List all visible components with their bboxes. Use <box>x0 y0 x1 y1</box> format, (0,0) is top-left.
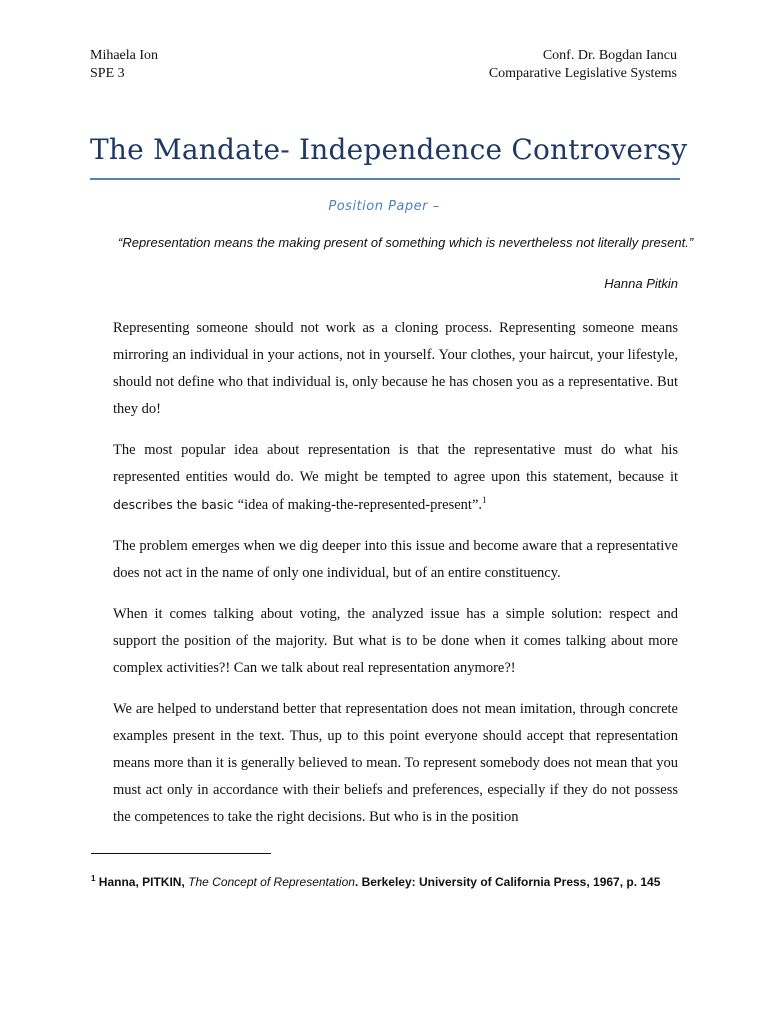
header-left <box>90 47 158 83</box>
paragraph-text-tail: describes the basic <box>113 497 238 512</box>
professor-name: Conf. Dr. Bogdan Iancu <box>542 48 677 63</box>
document-subtitle: Position Paper – <box>328 199 440 214</box>
quoted-phrase: “idea of making-the-represented-present” <box>237 497 479 513</box>
footnote-book-title: The Concept of Representation <box>188 875 355 889</box>
paragraph: The problem emerges when we dig deeper into this issue and become aware that a representative does not act in the name of only one individual, but of an entire constituency. <box>113 538 678 581</box>
paragraph-text: The most popular idea about representation is that the representative must do what his represented entities would do. We might be tempted to agree upon this statement, because it <box>113 442 678 485</box>
footnote-number: 1 <box>91 874 96 883</box>
paragraph: We are helped to understand better that representation does not mean imitation, through concrete examples present in the text. Thus, up to this point everyone should accept that representation means more than it is generally believed to mean. To represent somebody does not mean that you must act only in accordance with their beliefs and preferences, especially if they do not possess the competences to take the right decisions. But who is in the position <box>113 701 678 825</box>
student-group: SPE 3 <box>90 66 125 81</box>
epigraph-author: Hanna Pitkin <box>604 276 678 291</box>
footnote-separator <box>91 853 271 854</box>
epigraph-quote: “Representation means the making present of something which is nevertheless not literally present.” <box>118 235 694 250</box>
footnote-publisher: . Berkeley: University of California Press, 1967, p. 145 <box>354 875 661 889</box>
footnote-author: Hanna, PITKIN, <box>98 875 189 889</box>
author-name: Mihaela Ion <box>90 48 159 63</box>
paragraph: Representing someone should not work as a cloning process. Representing someone means mirroring an individual in your actions, not in yourself. Your clothes, your haircut, your lifestyle, should not define who that individual is, only because he has chosen you as a representative. But they do! <box>113 320 678 417</box>
sentence-end: . <box>478 497 483 513</box>
header-right <box>489 47 677 83</box>
footnote-reference[interactable]: 1 <box>482 495 487 506</box>
paragraph <box>113 437 678 519</box>
course-name: Comparative Legislative Systems <box>488 66 677 81</box>
paragraph: When it comes talking about voting, the analyzed issue has a simple solution: respect and support the position of the majority. But what is to be done when it comes talking about more complex activities?! Can we talk about real representation anymore?! <box>113 606 678 676</box>
title-underline <box>90 178 680 180</box>
document-title: The Mandate- Independence Controversy <box>90 133 688 166</box>
body-text <box>113 315 678 845</box>
footnote <box>91 875 660 889</box>
